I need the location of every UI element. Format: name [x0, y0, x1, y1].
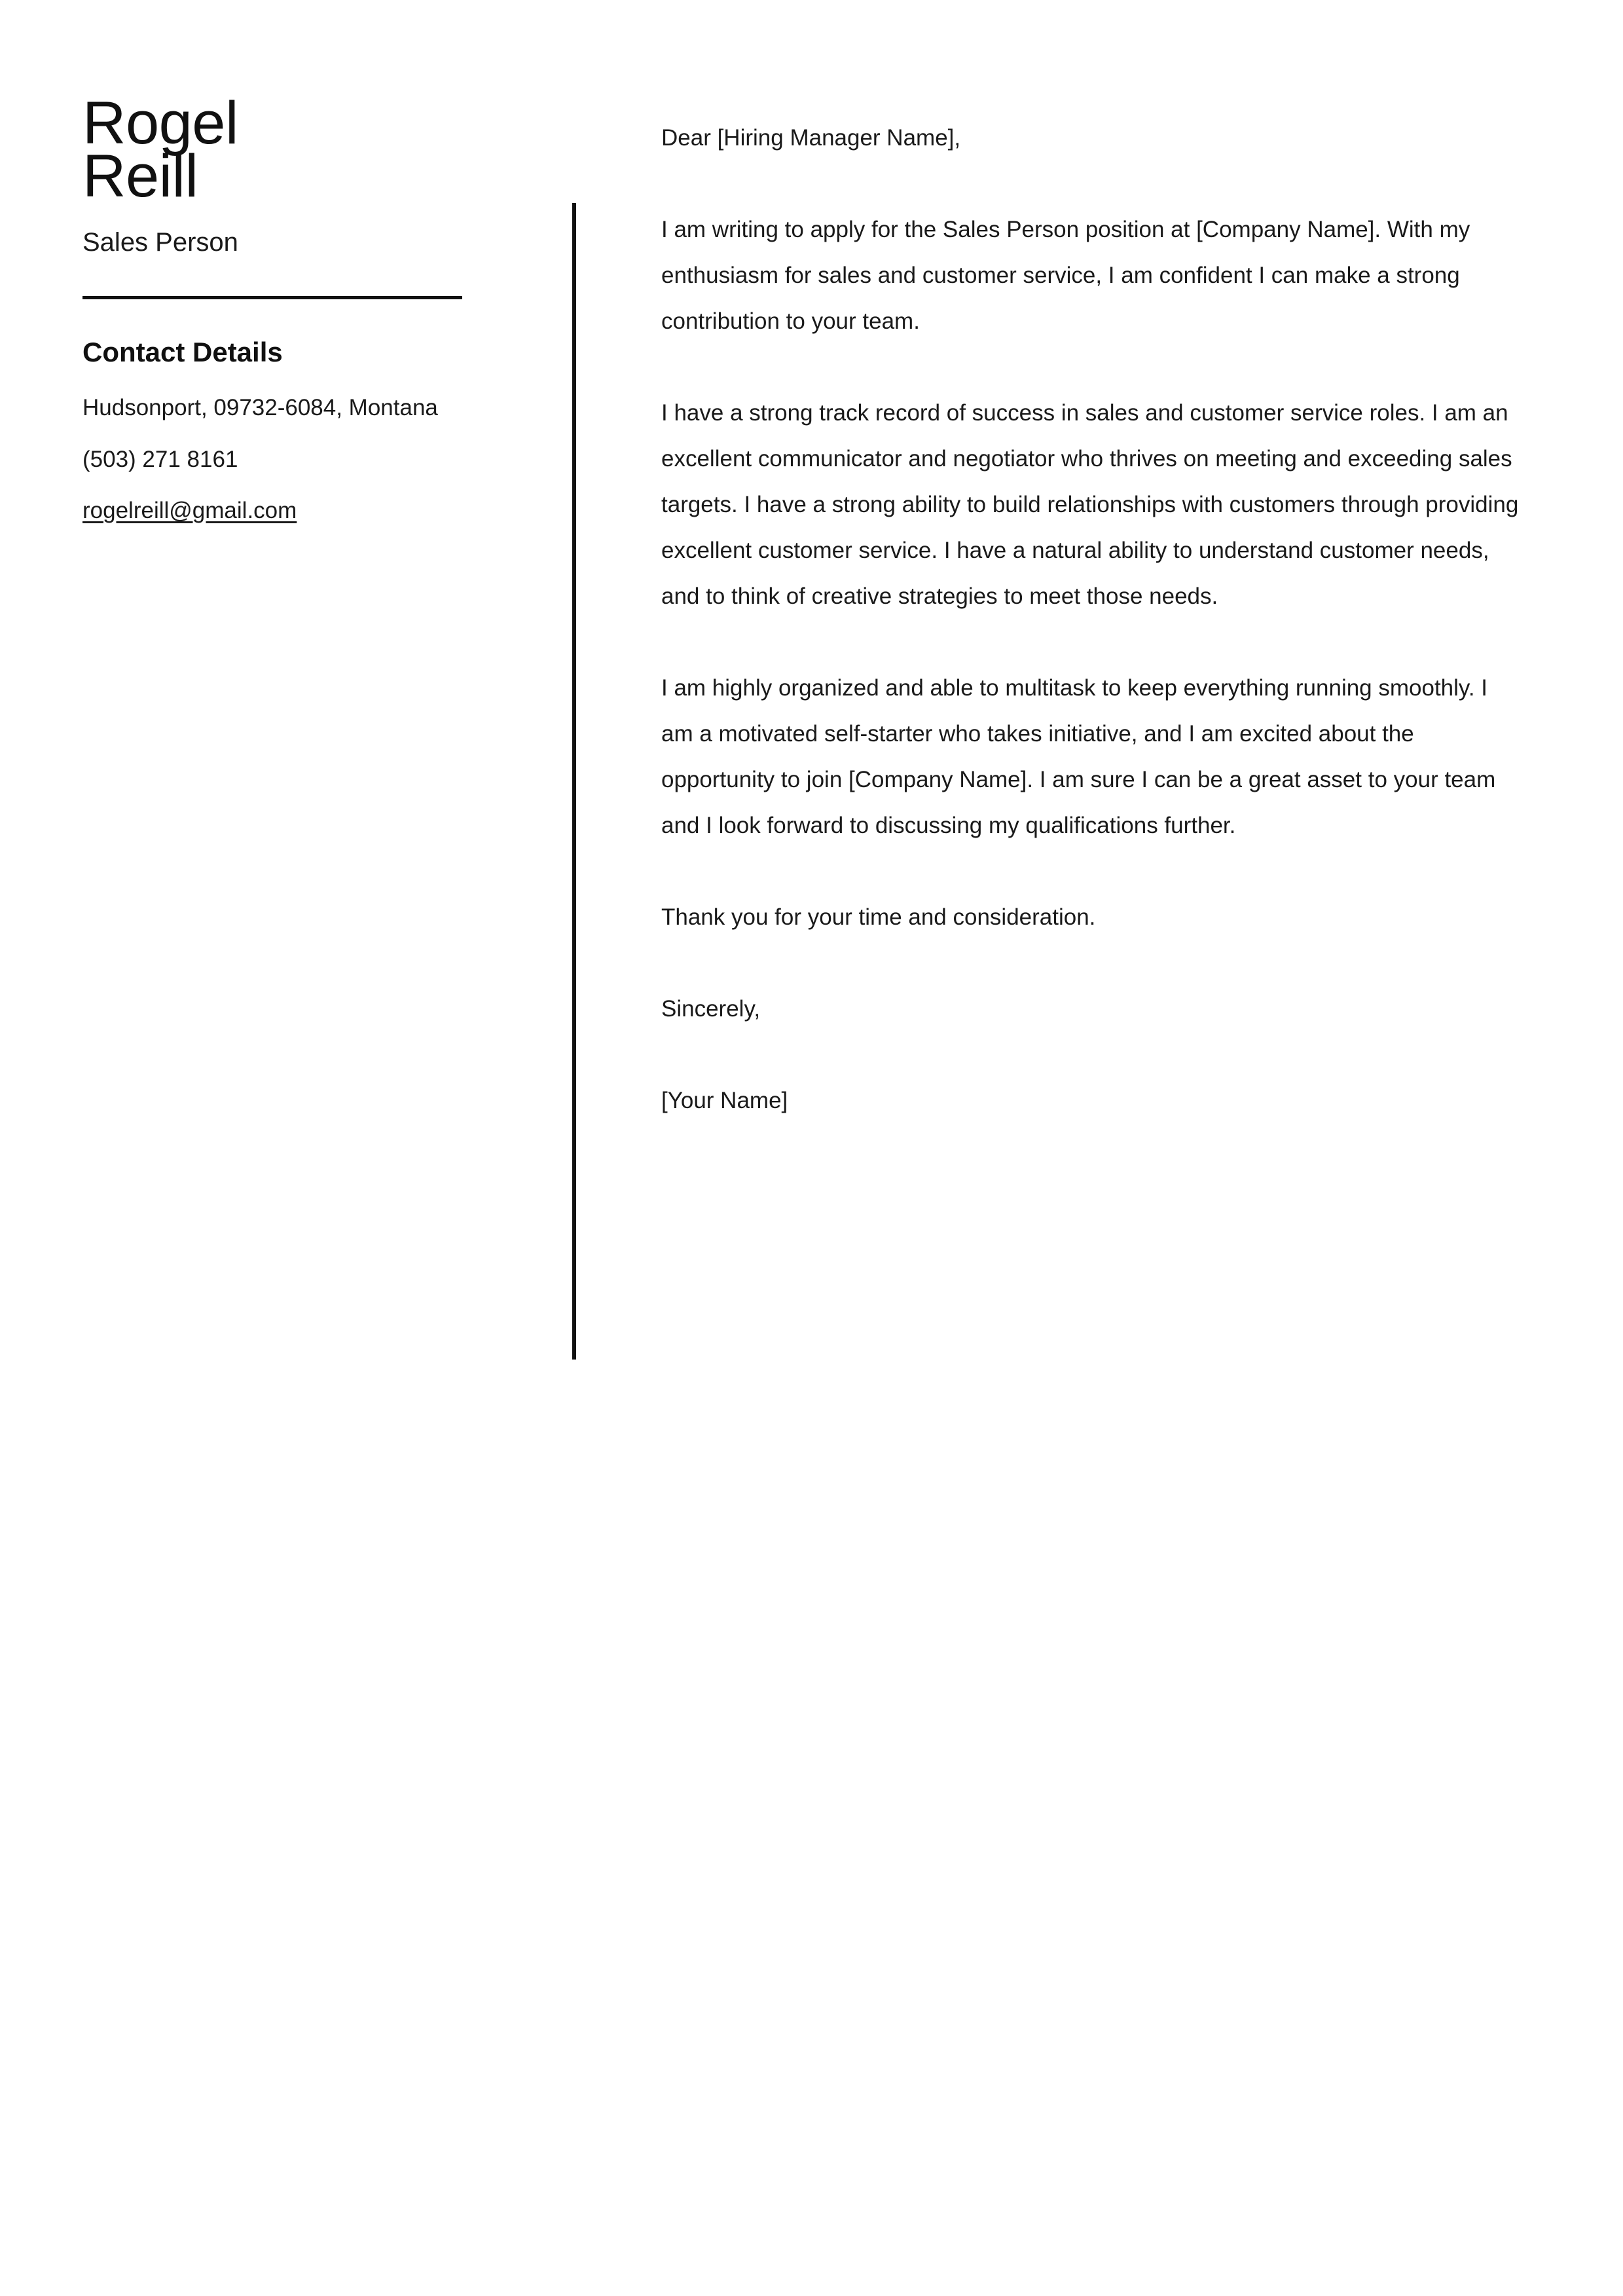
sidebar: [82, 90, 488, 546]
contact-email[interactable]: rogelreill@gmail.com: [82, 498, 297, 524]
applicant-last-name: Reill: [82, 142, 198, 210]
letter-salutation: Dear [Hiring Manager Name],: [661, 125, 961, 151]
applicant-first-name: Rogel: [82, 90, 238, 157]
contact-phone[interactable]: (503) 271 8161: [82, 446, 238, 472]
contact-details-heading: Contact Details: [82, 336, 283, 367]
letter-thanks: Thank you for your time and consideration.: [661, 904, 1096, 930]
contact-details-list: [82, 391, 488, 528]
letter-paragraph-3: I am highly organized and able to multitask to keep everything running smoothly. I am a motivated self-starter who takes initiative, and I am excited about the opportunity to join [Company Name]. I am sure I can be a great asset to your team and I look forward to discussing my qualifications further.: [661, 675, 1496, 838]
applicant-job-title: Sales Person: [82, 227, 238, 257]
contact-address: Hudsonport, 09732-6084, Montana: [82, 395, 438, 421]
applicant-name: [82, 90, 488, 210]
letter-body: [661, 115, 1519, 1124]
letter-paragraph-2: I have a strong track record of success in sales and customer service roles. I am an excellent communicator and negotiator who thrives on meeting and exceeding sales targets. I have a strong ability to build relationships with customers through providing excellent customer service. I have a natural ability to understand customer needs, and to think of creative strategies to meet those needs.: [661, 400, 1519, 609]
letter-closing: Sincerely,: [661, 996, 761, 1022]
letter-paragraph-1: I am writing to apply for the Sales Person position at [Company Name]. With my enthusiasm for sales and customer service, I am confident I can make a strong contribution to your team.: [661, 217, 1470, 334]
sidebar-horizontal-rule: [82, 296, 462, 299]
column-divider: [572, 203, 576, 1360]
letter-signature: [Your Name]: [661, 1088, 788, 1113]
